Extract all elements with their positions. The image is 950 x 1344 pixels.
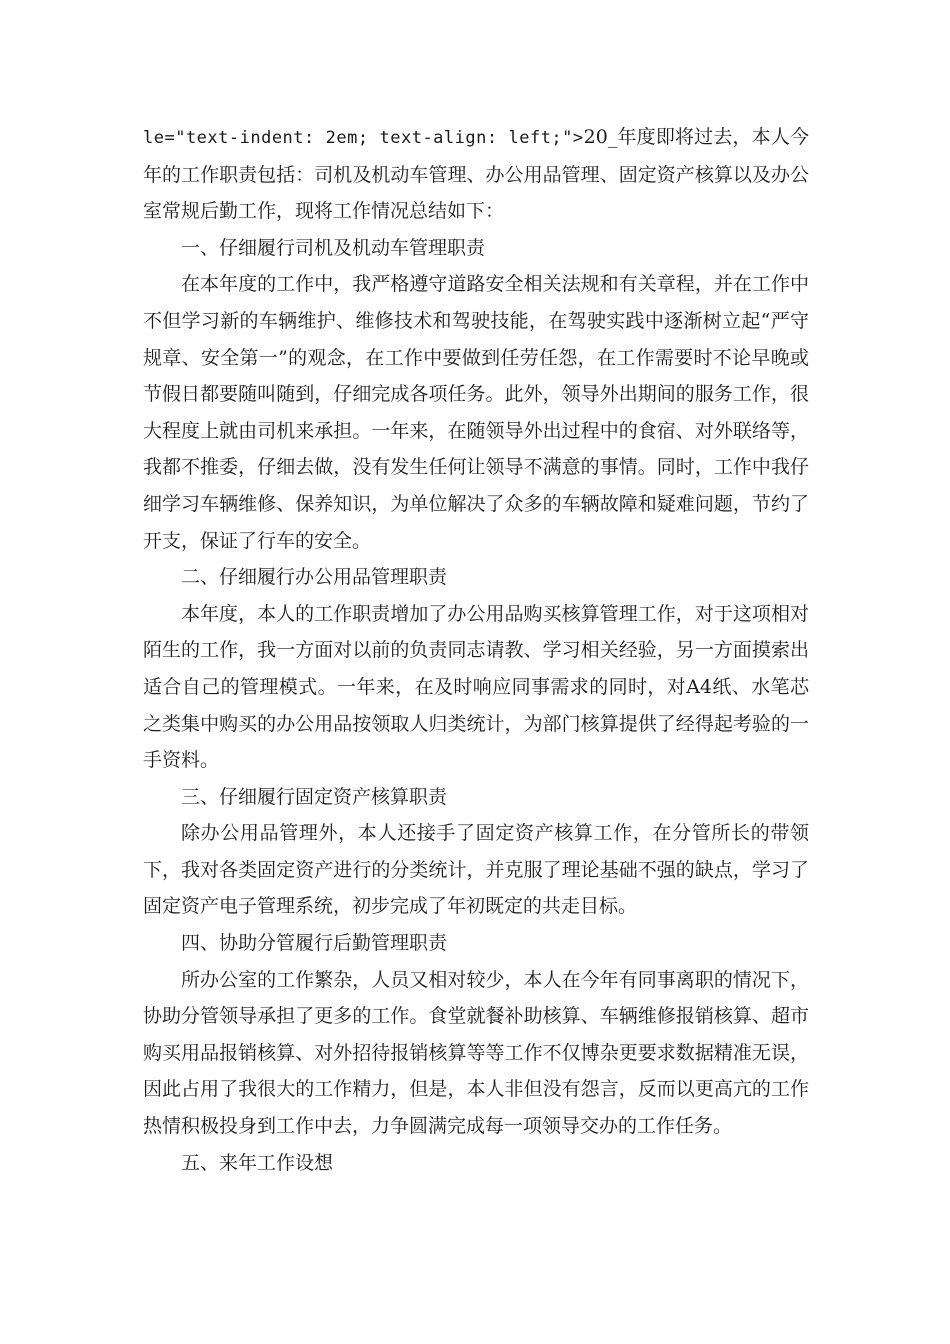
section2-heading: 二、仔细履行办公用品管理职责 — [181, 566, 448, 589]
section4-body: 所办公室的工作繁杂，人员又相对较少，本人在今年有同事离职的情况下，协助分管领导承担了更多的工作。食堂就餐补助核算、车辆维修报销核算、超市购买用品报销核算、对外招待报销核算等等工作不仅博杂更要求数据精准无误，因此占用了我很大的工作精力，但是，本人非但没有怨言，反而以更高亢的工作热情积极投身到工作中去，力争圆满完成每一项领导交办的工作任务。 — [143, 968, 809, 1138]
intro-paragraph — [143, 119, 809, 230]
section1-heading: 一、仔细履行司机及机动车管理职责 — [181, 236, 486, 259]
section1-body: 在本年度的工作中，我严格遵守道路安全相关法规和有关章程，并在工作中不但学习新的车辆维护、维修技术和驾驶技能，在驾驶实践中逐渐树立起“严守规章、安全第一”的观念，在工作中要做到任劳任怨，在工作需要时不论早晚或节假日都要随叫随到，仔细完成各项任务。此外，领导外出期间的服务工作，很大程度上就由司机来承担。一年来，在随领导外出过程中的食宿、对外联络等，我都不推委，仔细去做，没有发生任何让领导不满意的事情。同时，工作中我仔细学习车辆维修、保养知识，为单位解决了众多的车辆故障和疑难问题，节约了开支，保证了行车的安全。 — [143, 273, 809, 552]
leading-code-fragment: le="text-indent: 2em; text-align: left;"> — [143, 128, 584, 148]
section2-body: 本年度，本人的工作职责增加了办公用品购买核算管理工作，对于这项相对陌生的工作，我一方面对以前的负责同志请教、学习相关经验，另一方面摸索出适合自己的管理模式。一年来，在及时响应同事需求的同时，对A4纸、水笔芯之类集中购买的办公用品按领取人归类统计，为部门核算提供了经得起考验的一手资料。 — [143, 602, 809, 772]
intro-text: 20_年度即将过去，本人今年的工作职责包括：司机及机动车管理、办公用品管理、固定资产核算以及办公室常规后勤工作，现将工作情况总结如下： — [143, 126, 809, 223]
section3-body: 除办公用品管理外，本人还接手了固定资产核算工作，在分管所长的带领下，我对各类固定资产进行的分类统计，并克服了理论基础不强的缺点，学习了固定资产电子管理系统，初步完成了年初既定的共走目标。 — [143, 822, 809, 918]
section5-heading: 五、来年工作设想 — [181, 1151, 334, 1174]
section4-heading: 四、协助分管履行后勤管理职责 — [181, 932, 448, 955]
section3-heading: 三、仔细履行固定资产核算职责 — [181, 785, 448, 808]
document-body — [143, 119, 809, 1181]
